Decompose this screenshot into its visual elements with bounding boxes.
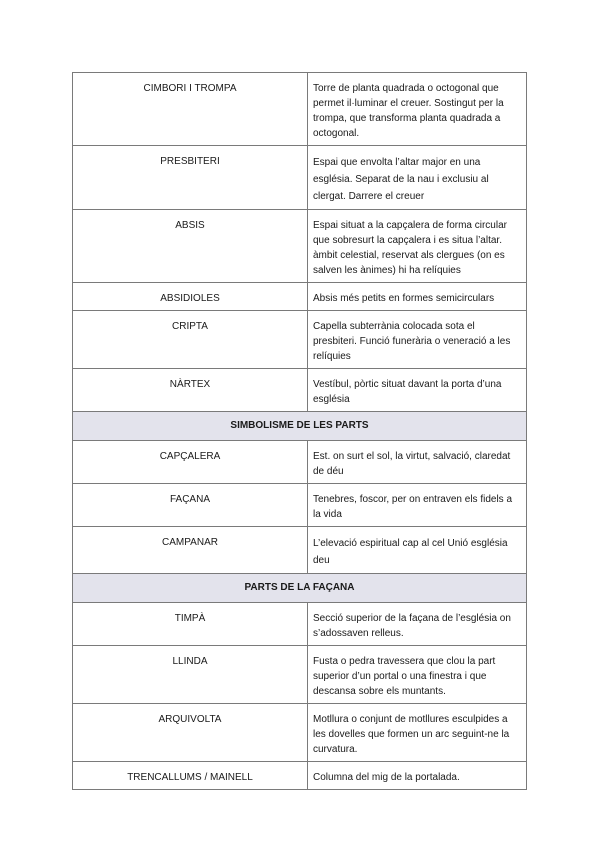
definition-cell: Est. on surt el sol, la virtut, salvació, claredat de déu xyxy=(308,441,527,484)
definition-cell: Capella subterrània colocada sota el presbiteri. Funció funerària o veneració a les relíquies xyxy=(308,311,527,369)
section-header-row xyxy=(73,412,527,441)
definition-cell: Tenebres, foscor, per on entraven els fidels a la vida xyxy=(308,484,527,527)
table-row xyxy=(73,441,527,484)
section-header-row xyxy=(73,574,527,603)
section-title: PARTS DE LA FAÇANA xyxy=(73,574,527,603)
definition-cell: Absis més petits en formes semicirculars xyxy=(308,283,527,311)
term-cell: CAMPANAR xyxy=(73,527,308,574)
table-row xyxy=(73,527,527,574)
term-cell: TRENCALLUMS / MAINELL xyxy=(73,762,308,790)
table-row xyxy=(73,704,527,762)
term-cell: CAPÇALERA xyxy=(73,441,308,484)
glossary-table xyxy=(72,72,527,790)
table-row xyxy=(73,210,527,283)
definition-cell: Vestíbul, pòrtic situat davant la porta d’una església xyxy=(308,369,527,412)
definition-cell: Fusta o pedra travessera que clou la part superior d’un portal o una finestra i que descansa sobre els muntants. xyxy=(308,646,527,704)
table-row xyxy=(73,311,527,369)
definition-cell: Espai que envolta l’altar major en una església. Separat de la nau i exclusiu al clergat. Darrere el creuer xyxy=(308,146,527,210)
definition-cell: Columna del mig de la portalada. xyxy=(308,762,527,790)
term-cell: PRESBITERI xyxy=(73,146,308,210)
definition-cell: Motllura o conjunt de motllures esculpides a les dovelles que formen un arc seguint-ne la curvatura. xyxy=(308,704,527,762)
definition-cell: Espai situat a la capçalera de forma circular que sobresurt la capçalera i es situa l’altar. àmbit celestial, reservat als clergues (on es salven les ànimes) hi ha relíquies xyxy=(308,210,527,283)
table-row xyxy=(73,646,527,704)
term-cell: NÀRTEX xyxy=(73,369,308,412)
table-row xyxy=(73,146,527,210)
section-title: SIMBOLISME DE LES PARTS xyxy=(73,412,527,441)
table-row xyxy=(73,283,527,311)
definition-cell: Torre de planta quadrada o octogonal que permet il·luminar el creuer. Sostingut per la trompa, que transforma planta quadrada a octogonal. xyxy=(308,73,527,146)
table-row xyxy=(73,762,527,790)
term-cell: LLINDA xyxy=(73,646,308,704)
term-cell: CRIPTA xyxy=(73,311,308,369)
term-cell: FAÇANA xyxy=(73,484,308,527)
table-row xyxy=(73,603,527,646)
definition-cell: Secció superior de la façana de l’església on s’adossaven relleus. xyxy=(308,603,527,646)
definition-cell: L’elevació espiritual cap al cel Unió església deu xyxy=(308,527,527,574)
table-row xyxy=(73,73,527,146)
term-cell: ABSIS xyxy=(73,210,308,283)
table-row xyxy=(73,484,527,527)
term-cell: TIMPÀ xyxy=(73,603,308,646)
term-cell: CIMBORI I TROMPA xyxy=(73,73,308,146)
term-cell: ABSIDIOLES xyxy=(73,283,308,311)
table-row xyxy=(73,369,527,412)
term-cell: ARQUIVOLTA xyxy=(73,704,308,762)
